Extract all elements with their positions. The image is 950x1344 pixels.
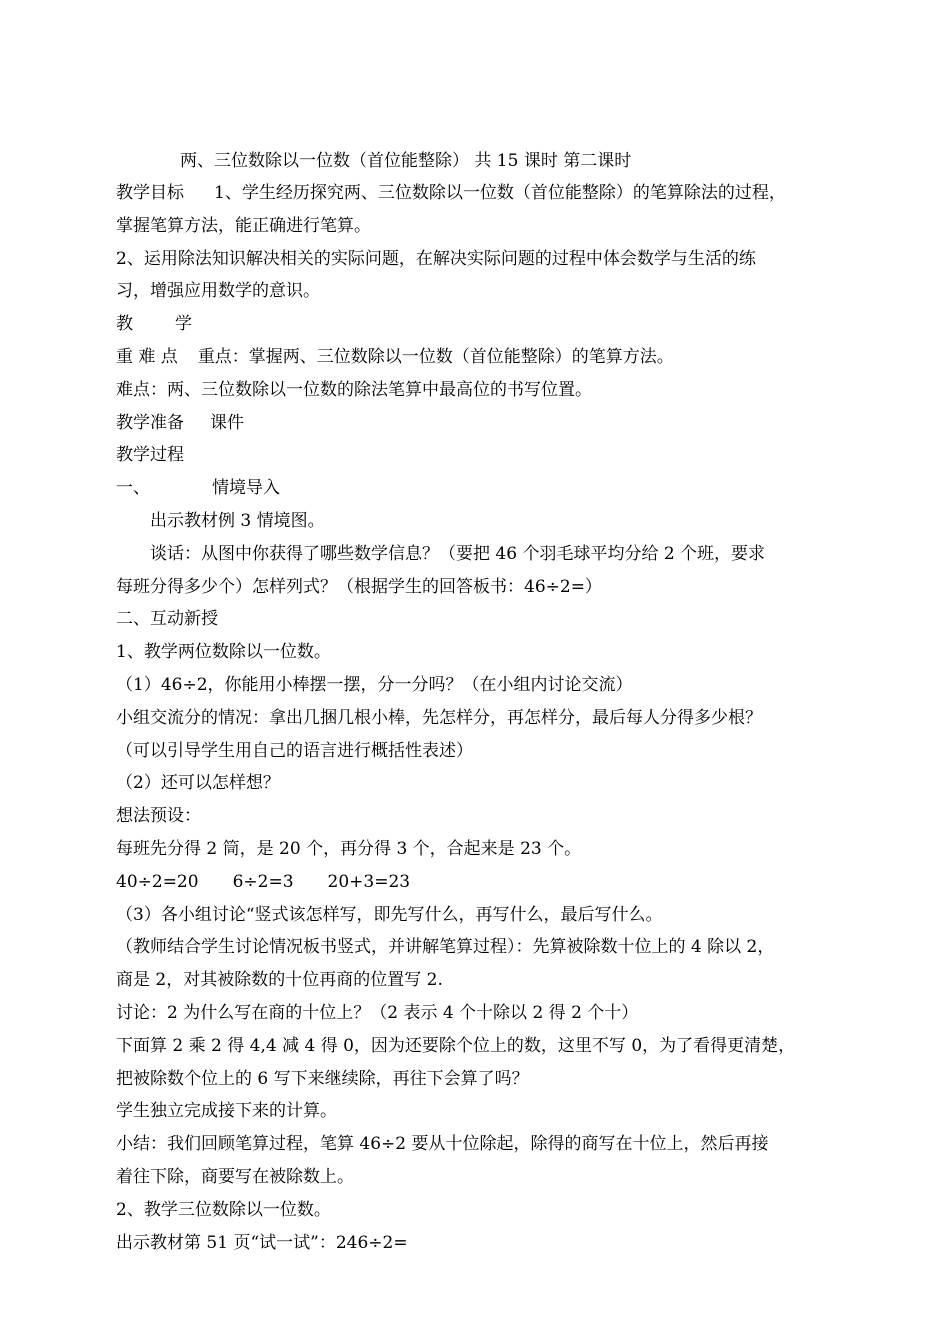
- paragraph: [116, 866, 838, 899]
- paragraph: 小组交流分的情况：拿出几捆几根小棒，先怎样分，再怎样分，最后每人分得多少根？: [116, 707, 762, 728]
- paragraph: 想法预设：: [116, 806, 201, 827]
- paragraph: 每班先分得 2 筒，是 20 个，再分得 3 个，合起来是 23 个。: [116, 838, 582, 859]
- document-title: 两、三位数除以一位数（首位能整除） 共 15 课时 第二课时: [180, 151, 632, 171]
- paragraph: 着往下除，商要写在被除数上。: [116, 1166, 354, 1187]
- text-line: 课件: [210, 412, 244, 433]
- paragraph: [116, 308, 838, 341]
- paragraph: 二、互动新授: [116, 609, 218, 630]
- paragraph: 小结：我们回顾笔算过程，笔算 46÷2 要从十位除起，除得的商写在十位上，然后再接: [116, 1134, 769, 1155]
- paragraph: 难点：两、三位数除以一位数的除法笔算中最高位的书写位置。: [116, 379, 592, 400]
- paragraph: 下面算 2 乘 2 得 4,4 减 4 得 0，因为还要除个位上的数，这里不写 0，为了看得更清楚，: [116, 1035, 796, 1056]
- paragraph: 讨论：2 为什么写在商的十位上？（2 表示 4 个十除以 2 得 2 个十）: [116, 1002, 639, 1023]
- paragraph: 2、运用除法知识解决相关的实际问题，在解决实际问题的过程中体会数学与生活的练: [116, 248, 756, 269]
- text-line: 1、学生经历探究两、三位数除以一位数（首位能整除）的笔算除法的过程，: [214, 183, 786, 203]
- paragraph: [116, 177, 838, 210]
- paragraph: 学生独立完成接下来的计算。: [116, 1101, 337, 1122]
- paragraph: （3）各小组讨论“竖式该怎样写，即先写什么，再写什么，最后写什么。: [116, 904, 663, 925]
- paragraph: 每班分得多少个）怎样列式？（根据学生的回答板书：46÷2=）: [116, 576, 602, 597]
- paragraph: （1）46÷2，你能用小棒摆一摆，分一分吗？（在小组内讨论交流）: [116, 674, 633, 695]
- paragraph: （可以引导学生用自己的语言进行概括性表述）: [116, 740, 473, 761]
- paragraph: 2、教学三位数除以一位数。: [116, 1199, 331, 1220]
- section-label: 教: [116, 314, 133, 335]
- paragraph: 习，增强应用数学的意识。: [116, 281, 320, 302]
- paragraph: 谈话：从图中你获得了哪些数学信息？（要把 46 个羽毛球平均分给 2 个班，要求: [150, 543, 766, 564]
- section-label: 教学目标: [116, 183, 184, 203]
- equation: 6÷2=3: [232, 871, 294, 892]
- document-body: [116, 177, 838, 1259]
- paragraph: 掌握笔算方法，能正确进行笔算。: [116, 215, 371, 236]
- paragraph: （2）还可以怎样想？: [116, 773, 280, 794]
- paragraph: 1、教学两位数除以一位数。: [116, 642, 331, 663]
- paragraph: 出示教材第 51 页“试一试”：246÷2=: [116, 1232, 408, 1253]
- paragraph: （教师结合学生讨论情况板书竖式，并讲解笔算过程）：先算被除数十位上的 4 除以 2，: [116, 937, 775, 958]
- section-label: 重 难 点: [116, 346, 178, 367]
- equation: 20+3=23: [327, 871, 411, 892]
- paragraph: [116, 341, 838, 374]
- text-line: 重点：掌握两、三位数除以一位数（首位能整除）的笔算方法。: [197, 346, 674, 367]
- paragraph: [116, 472, 838, 505]
- paragraph: [116, 407, 838, 440]
- section-number: 一、: [116, 478, 150, 499]
- equation: 40÷2=20: [116, 871, 199, 892]
- section-label: 学: [175, 314, 192, 335]
- section-label: 教学准备: [116, 412, 184, 433]
- section-heading: 情境导入: [212, 478, 280, 499]
- paragraph: 把被除数个位上的 6 写下来继续除，再往下会算了吗？: [116, 1068, 529, 1089]
- paragraph: 出示教材例 3 情境图。: [150, 510, 325, 531]
- paragraph: 教学过程: [116, 445, 184, 466]
- paragraph: 商是 2，对其被除数的十位再商的位置写 2.: [116, 970, 443, 991]
